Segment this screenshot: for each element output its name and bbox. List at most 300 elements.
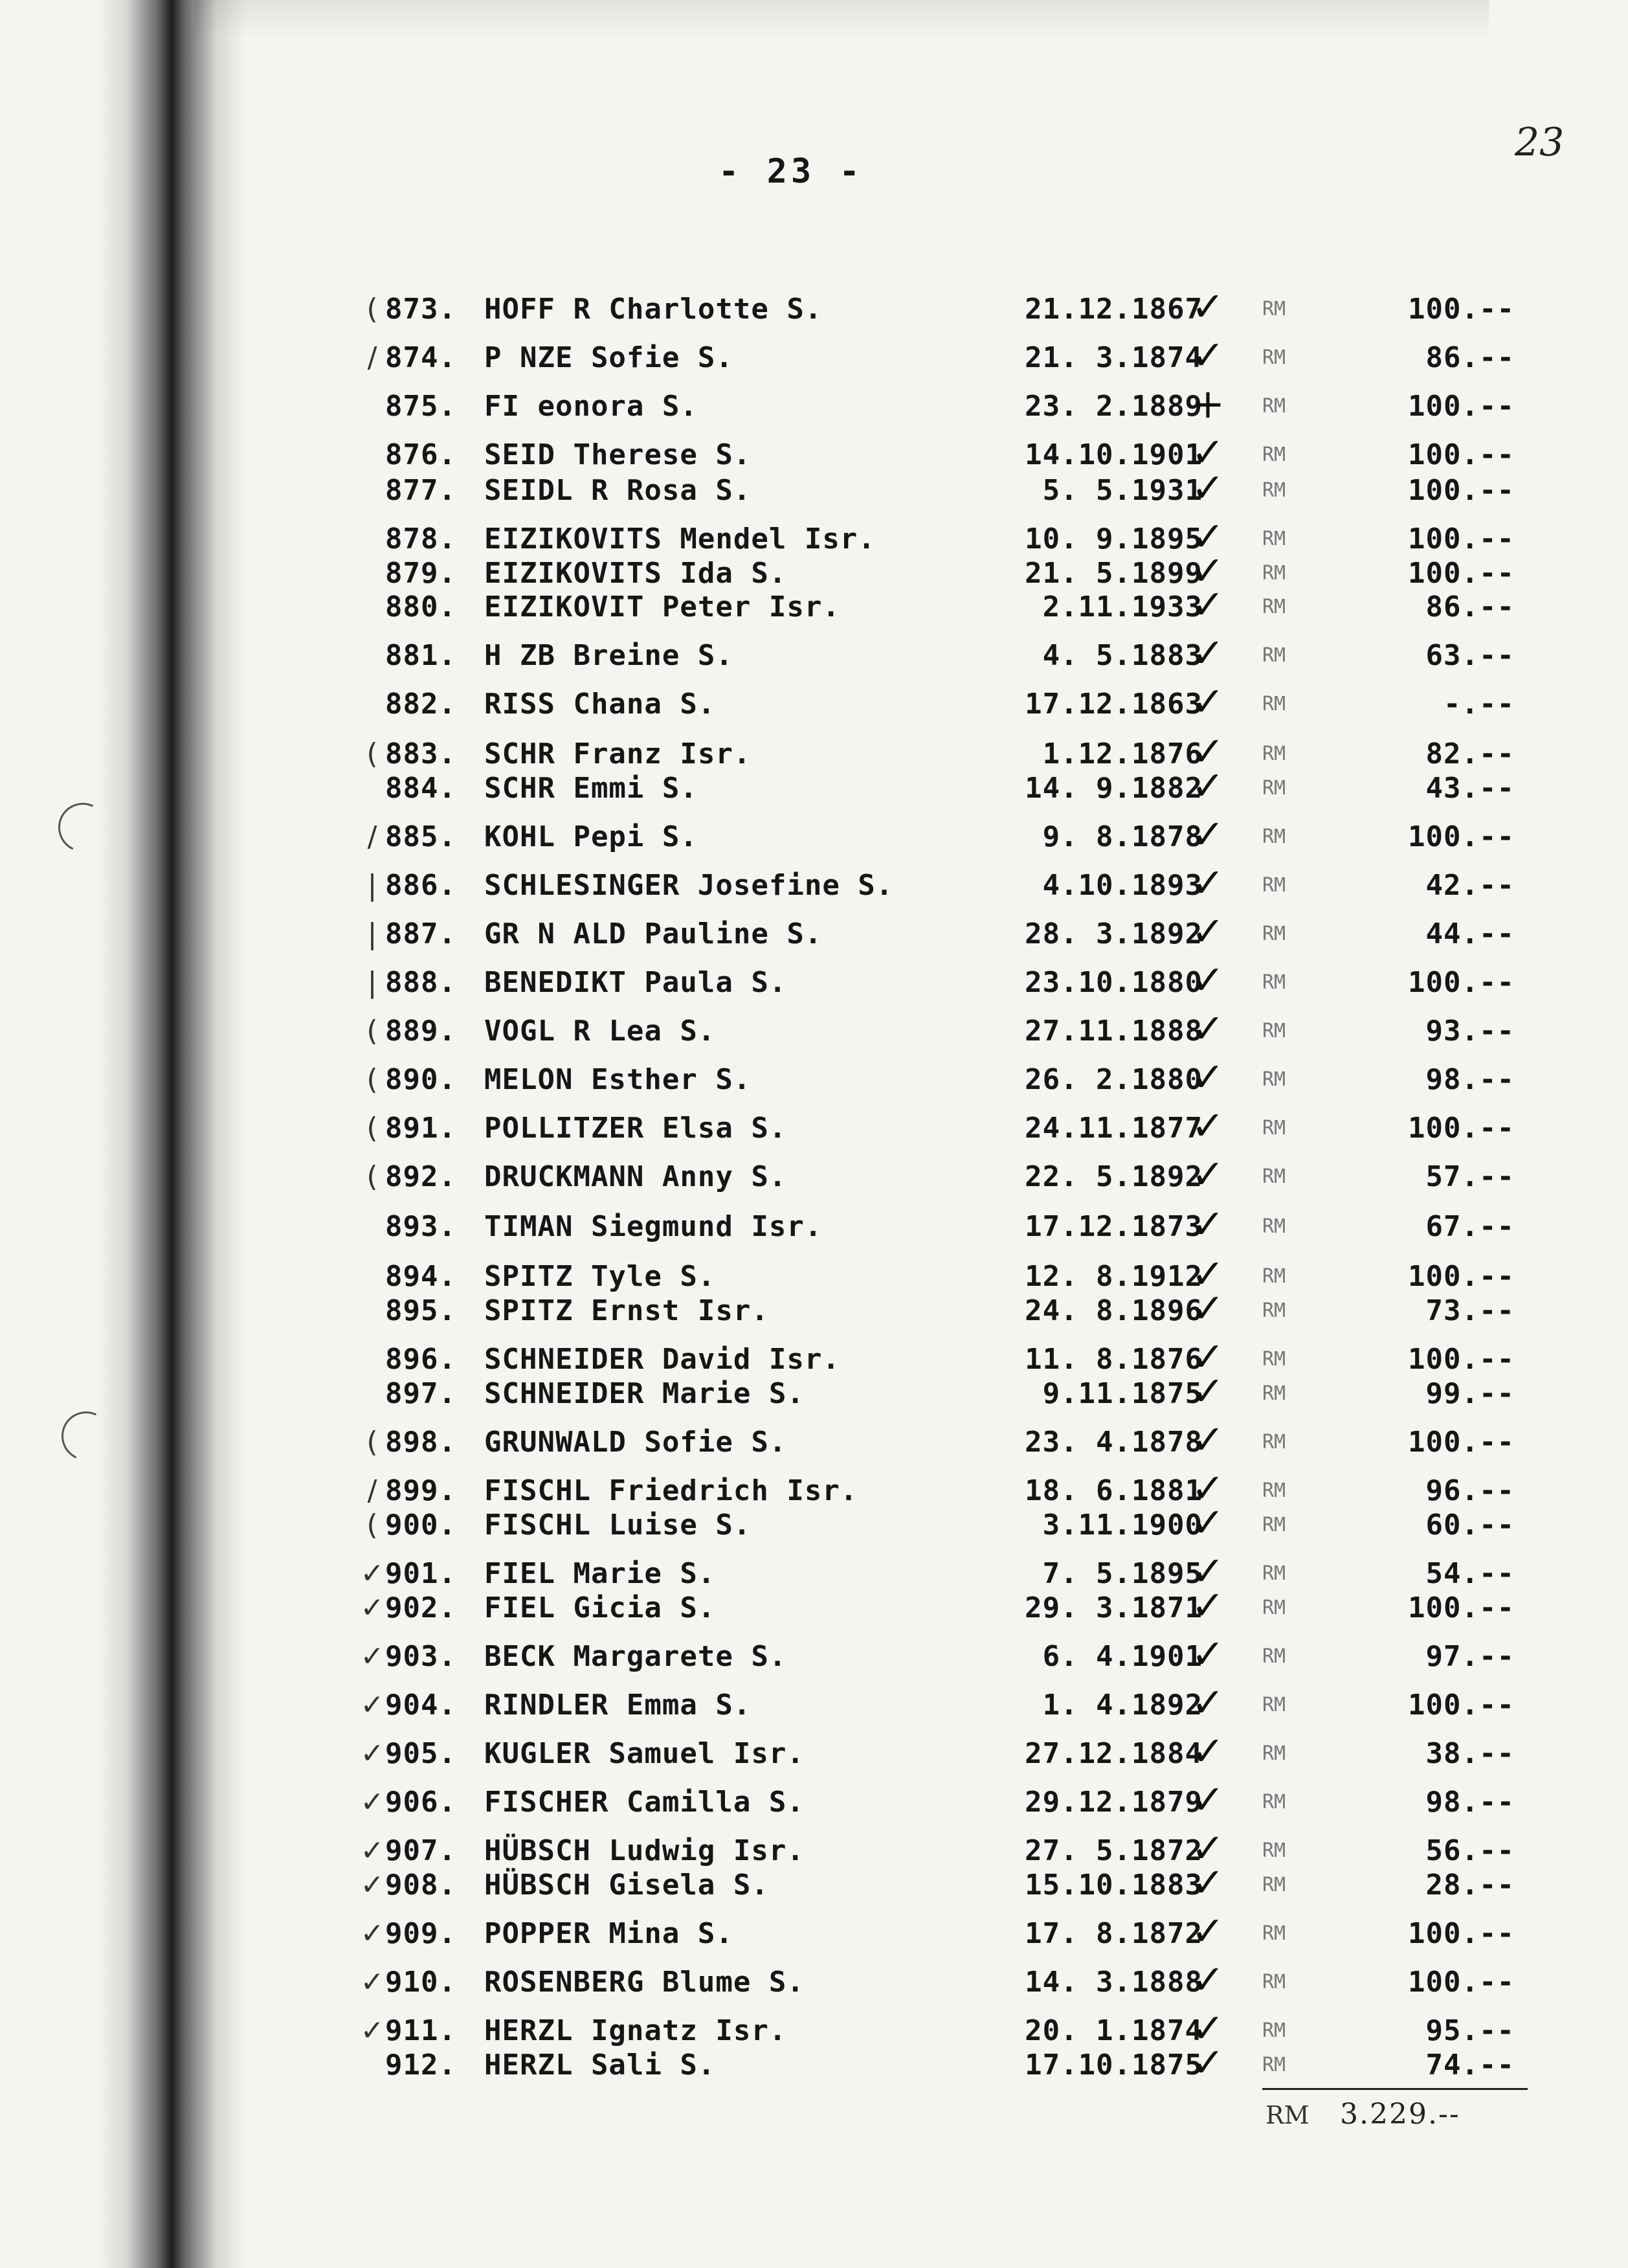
- row-amount: 97.--: [1425, 1640, 1515, 1673]
- table-row: [0, 1630, 1628, 1678]
- table-row: [0, 331, 1628, 379]
- row-name: SPITZ Ernst Isr.: [484, 1294, 769, 1327]
- total-currency: RM: [1266, 2101, 1310, 2129]
- table-row: [0, 1250, 1628, 1297]
- row-number: 903.: [385, 1640, 456, 1673]
- table-row: [0, 956, 1628, 1004]
- row-check: ✓: [1191, 678, 1225, 725]
- row-amount: 100.--: [1408, 474, 1515, 507]
- row-name: RINDLER Emma S.: [484, 1689, 752, 1722]
- row-date: 10. 9.1895: [1025, 522, 1203, 556]
- row-date: 14. 3.1888: [1025, 1966, 1203, 1999]
- row-amount: 42.--: [1425, 869, 1515, 902]
- row-check: ✓: [1191, 1285, 1225, 1332]
- row-date: 21. 5.1899: [1025, 557, 1203, 590]
- table-row: [0, 859, 1628, 906]
- row-name: TIMAN Siegmund Isr.: [484, 1210, 823, 1243]
- row-mark: (: [366, 737, 378, 770]
- total-amount: 3.229.--: [1340, 2098, 1460, 2131]
- row-check: ✓: [1191, 1727, 1225, 1775]
- row-currency: RM: [1262, 1874, 1286, 1896]
- row-date: 27. 5.1872: [1025, 1834, 1203, 1867]
- row-amount: 63.--: [1425, 639, 1515, 672]
- row-currency: RM: [1262, 1020, 1286, 1042]
- row-name: SCHR Franz Isr.: [484, 737, 752, 770]
- row-amount: 100.--: [1408, 293, 1515, 326]
- row-amount: 96.--: [1425, 1474, 1515, 1507]
- row-number: 901.: [385, 1557, 456, 1590]
- row-check: ✓: [1191, 1547, 1225, 1595]
- row-currency: RM: [1262, 1215, 1286, 1238]
- row-number: 887.: [385, 917, 456, 950]
- table-row: [0, 1416, 1628, 1463]
- row-amount: 56.--: [1425, 1834, 1515, 1867]
- row-number: 905.: [385, 1737, 456, 1770]
- row-mark: (: [366, 1160, 378, 1193]
- table-row: [0, 762, 1628, 809]
- row-currency: RM: [1262, 1117, 1286, 1140]
- row-number: 902.: [385, 1591, 456, 1624]
- row-number: 898.: [385, 1426, 456, 1459]
- row-date: 23. 4.1878: [1025, 1426, 1203, 1459]
- row-name: GRUNWALD Sofie S.: [484, 1426, 787, 1459]
- table-row: [0, 1285, 1628, 1332]
- row-name: FISCHL Luise S.: [484, 1509, 752, 1542]
- row-amount: 100.--: [1408, 1591, 1515, 1624]
- row-number: 879.: [385, 557, 456, 590]
- row-amount: 82.--: [1425, 737, 1515, 770]
- row-check: ✓: [1191, 1679, 1225, 1726]
- row-amount: 99.--: [1425, 1377, 1515, 1410]
- row-check: ✓: [1191, 1416, 1225, 1463]
- page-number: - 23 -: [719, 152, 864, 191]
- row-mark: /: [367, 1474, 377, 1507]
- row-mark: ✓: [360, 1737, 385, 1770]
- row-amount: 100.--: [1408, 1343, 1515, 1376]
- row-currency: RM: [1262, 479, 1286, 502]
- table-row: [0, 283, 1628, 330]
- row-name: SCHLESINGER Josefine S.: [484, 869, 894, 902]
- row-date: 23. 2.1889: [1025, 390, 1203, 423]
- row-currency: RM: [1262, 1645, 1286, 1668]
- row-name: P NZE Sofie S.: [484, 341, 733, 374]
- table-row: [0, 1825, 1628, 1872]
- row-check: ✓: [1191, 547, 1225, 594]
- row-currency: RM: [1262, 2019, 1286, 2042]
- row-number: 874.: [385, 341, 456, 374]
- row-check: ✓: [1191, 1005, 1225, 1052]
- row-check: ✓: [1191, 1053, 1225, 1101]
- row-date: 7. 5.1895: [1042, 1557, 1203, 1590]
- row-date: 14.10.1901: [1025, 438, 1203, 471]
- row-mark: (: [366, 1063, 378, 1096]
- row-date: 9.11.1875: [1042, 1377, 1203, 1410]
- row-mark: ✓: [360, 1640, 385, 1673]
- row-name: FI eonora S.: [484, 390, 698, 423]
- row-check: ✓: [1191, 1582, 1225, 1629]
- row-name: SEIDL R Rosa S.: [484, 474, 752, 507]
- row-name: KOHL Pepi S.: [484, 820, 698, 853]
- row-number: 876.: [385, 438, 456, 471]
- row-currency: RM: [1262, 1694, 1286, 1716]
- row-amount: 100.--: [1408, 1426, 1515, 1459]
- row-check: ✓: [1191, 283, 1225, 330]
- row-date: 27.12.1884: [1025, 1737, 1203, 1770]
- table-row: [0, 1333, 1628, 1380]
- row-check: ✓: [1191, 581, 1225, 628]
- row-name: GR N ALD Pauline S.: [484, 917, 823, 950]
- row-date: 20. 1.1874: [1025, 2014, 1203, 2047]
- row-currency: RM: [1262, 644, 1286, 667]
- row-date: 21. 3.1874: [1025, 341, 1203, 374]
- table-row: [0, 1367, 1628, 1415]
- row-name: FIEL Gicia S.: [484, 1591, 716, 1624]
- row-number: 911.: [385, 2014, 456, 2047]
- row-currency: RM: [1262, 443, 1286, 466]
- table-row: [0, 629, 1628, 677]
- row-name: MELON Esther S.: [484, 1063, 752, 1096]
- row-amount: 86.--: [1425, 341, 1515, 374]
- table-row: [0, 1499, 1628, 1546]
- row-number: 908.: [385, 1869, 456, 1902]
- row-amount: 100.--: [1408, 390, 1515, 423]
- row-check: +: [1191, 380, 1225, 427]
- row-date: 4. 5.1883: [1042, 639, 1203, 672]
- row-currency: RM: [1262, 298, 1286, 320]
- row-mark: ✓: [360, 1689, 385, 1722]
- table-row: [0, 1005, 1628, 1052]
- row-amount: 74.--: [1425, 2049, 1515, 2082]
- row-mark: ✓: [360, 1869, 385, 1902]
- row-check: ✓: [1191, 1825, 1225, 1872]
- row-number: 896.: [385, 1343, 456, 1376]
- row-check: ✓: [1191, 1200, 1225, 1248]
- row-amount: 100.--: [1408, 1917, 1515, 1950]
- row-mark: ✓: [360, 1591, 385, 1624]
- row-currency: RM: [1262, 1165, 1286, 1188]
- row-name: SCHNEIDER Marie S.: [484, 1377, 805, 1410]
- row-name: FIEL Marie S.: [484, 1557, 716, 1590]
- row-check: ✓: [1191, 1151, 1225, 1198]
- row-number: 893.: [385, 1210, 456, 1243]
- table-row: [0, 908, 1628, 955]
- row-name: KUGLER Samuel Isr.: [484, 1737, 805, 1770]
- row-currency: RM: [1262, 971, 1286, 994]
- row-check: ✓: [1191, 1907, 1225, 1955]
- row-mark: /: [367, 341, 377, 374]
- row-name: SEID Therese S.: [484, 438, 752, 471]
- row-amount: 100.--: [1408, 1966, 1515, 1999]
- row-mark: |: [367, 917, 377, 950]
- row-currency: RM: [1262, 1922, 1286, 1945]
- row-name: HÜBSCH Ludwig Isr.: [484, 1834, 805, 1867]
- row-date: 1.12.1876: [1042, 737, 1203, 770]
- row-number: 882.: [385, 688, 456, 721]
- table-row: [0, 1956, 1628, 2003]
- row-number: 878.: [385, 522, 456, 556]
- row-name: BECK Margarete S.: [484, 1640, 787, 1673]
- row-currency: RM: [1262, 395, 1286, 418]
- row-check: ✓: [1191, 1250, 1225, 1297]
- row-number: 886.: [385, 869, 456, 902]
- row-currency: RM: [1262, 693, 1286, 715]
- table-row: [0, 1776, 1628, 1823]
- row-currency: RM: [1262, 346, 1286, 369]
- row-date: 17.10.1875: [1025, 2049, 1203, 2082]
- row-name: DRUCKMANN Anny S.: [484, 1160, 787, 1193]
- row-number: 895.: [385, 1294, 456, 1327]
- row-date: 1. 4.1892: [1042, 1689, 1203, 1722]
- row-check: ✓: [1191, 513, 1225, 560]
- row-number: 894.: [385, 1260, 456, 1293]
- table-row: [0, 1053, 1628, 1101]
- row-date: 17. 8.1872: [1025, 1917, 1203, 1950]
- table-row: [0, 547, 1628, 594]
- row-amount: 100.--: [1408, 1112, 1515, 1145]
- table-row: [0, 811, 1628, 858]
- row-number: 884.: [385, 772, 456, 805]
- row-date: 29. 3.1871: [1025, 1591, 1203, 1624]
- row-amount: 57.--: [1425, 1160, 1515, 1193]
- row-check: ✓: [1191, 2039, 1225, 2086]
- row-mark: (: [366, 1426, 378, 1459]
- row-name: EIZIKOVIT Peter Isr.: [484, 590, 840, 623]
- row-number: 873.: [385, 293, 456, 326]
- row-date: 15.10.1883: [1025, 1869, 1203, 1902]
- row-number: 909.: [385, 1917, 456, 1950]
- row-currency: RM: [1262, 1479, 1286, 1502]
- table-row: [0, 513, 1628, 560]
- row-check: ✓: [1191, 2004, 1225, 2052]
- row-name: HERZL Ignatz Isr.: [484, 2014, 787, 2047]
- row-date: 14. 9.1882: [1025, 772, 1203, 805]
- row-amount: 100.--: [1408, 1260, 1515, 1293]
- row-date: 28. 3.1892: [1025, 917, 1203, 950]
- row-mark: ✓: [360, 2014, 385, 2047]
- row-name: SCHNEIDER David Isr.: [484, 1343, 840, 1376]
- row-date: 21.12.1867: [1025, 293, 1203, 326]
- row-amount: 98.--: [1425, 1063, 1515, 1096]
- row-currency: RM: [1262, 743, 1286, 765]
- table-row: [0, 1151, 1628, 1198]
- table-row: [0, 1679, 1628, 1726]
- row-name: VOGL R Lea S.: [484, 1015, 716, 1048]
- row-number: 890.: [385, 1063, 456, 1096]
- row-name: SPITZ Tyle S.: [484, 1260, 716, 1293]
- table-row: [0, 678, 1628, 725]
- row-currency: RM: [1262, 1597, 1286, 1619]
- row-date: 3.11.1900: [1042, 1509, 1203, 1542]
- row-mark: ✓: [360, 1917, 385, 1950]
- row-amount: 100.--: [1408, 557, 1515, 590]
- row-number: 900.: [385, 1509, 456, 1542]
- row-number: 899.: [385, 1474, 456, 1507]
- row-number: 883.: [385, 737, 456, 770]
- row-date: 29.12.1879: [1025, 1786, 1203, 1819]
- row-check: ✓: [1191, 1499, 1225, 1546]
- row-number: 889.: [385, 1015, 456, 1048]
- row-name: FISCHER Camilla S.: [484, 1786, 805, 1819]
- row-mark: |: [367, 869, 377, 902]
- table-row: [0, 1727, 1628, 1775]
- row-currency: RM: [1262, 1431, 1286, 1454]
- row-amount: 100.--: [1408, 820, 1515, 853]
- row-number: 880.: [385, 590, 456, 623]
- row-name: RISS Chana S.: [484, 688, 716, 721]
- row-currency: RM: [1262, 2054, 1286, 2076]
- row-currency: RM: [1262, 1265, 1286, 1288]
- row-currency: RM: [1262, 1348, 1286, 1371]
- row-number: 885.: [385, 820, 456, 853]
- table-row: [0, 1547, 1628, 1595]
- row-mark: ✓: [360, 1834, 385, 1867]
- row-check: ✓: [1191, 1630, 1225, 1678]
- row-number: 888.: [385, 966, 456, 999]
- row-number: 912.: [385, 2049, 456, 2082]
- row-number: 877.: [385, 474, 456, 507]
- row-date: 9. 8.1878: [1042, 820, 1203, 853]
- row-check: ✓: [1191, 1956, 1225, 2003]
- row-check: ✓: [1191, 1102, 1225, 1149]
- row-date: 26. 2.1880: [1025, 1063, 1203, 1096]
- row-currency: RM: [1262, 1971, 1286, 1993]
- row-amount: 73.--: [1425, 1294, 1515, 1327]
- row-currency: RM: [1262, 1839, 1286, 1862]
- table-row: [0, 1102, 1628, 1149]
- row-mark: ✓: [360, 1557, 385, 1590]
- row-number: 881.: [385, 639, 456, 672]
- row-name: EIZIKOVITS Mendel Isr.: [484, 522, 876, 556]
- row-mark: (: [366, 1509, 378, 1542]
- row-name: FISCHL Friedrich Isr.: [484, 1474, 858, 1507]
- table-row: [0, 1859, 1628, 1906]
- row-number: 910.: [385, 1966, 456, 1999]
- row-check: ✓: [1191, 1367, 1225, 1415]
- handwritten-page-number: 23: [1515, 120, 1565, 165]
- row-date: 5. 5.1931: [1042, 474, 1203, 507]
- row-mark: /: [367, 820, 377, 853]
- row-mark: (: [366, 1015, 378, 1048]
- row-name: ROSENBERG Blume S.: [484, 1966, 805, 1999]
- row-date: 27.11.1888: [1025, 1015, 1203, 1048]
- row-date: 23.10.1880: [1025, 966, 1203, 999]
- row-amount: 38.--: [1425, 1737, 1515, 1770]
- row-currency: RM: [1262, 596, 1286, 618]
- row-date: 17.12.1873: [1025, 1210, 1203, 1243]
- row-currency: RM: [1262, 874, 1286, 897]
- row-number: 904.: [385, 1689, 456, 1722]
- row-currency: RM: [1262, 528, 1286, 550]
- row-currency: RM: [1262, 1562, 1286, 1585]
- total-underline: [1262, 2088, 1528, 2090]
- table-row: [0, 1200, 1628, 1248]
- row-currency: RM: [1262, 777, 1286, 800]
- row-currency: RM: [1262, 1791, 1286, 1813]
- row-currency: RM: [1262, 923, 1286, 945]
- row-mark: (: [366, 293, 378, 326]
- row-name: BENEDIKT Paula S.: [484, 966, 787, 999]
- row-check: ✓: [1191, 1859, 1225, 1906]
- row-currency: RM: [1262, 1514, 1286, 1536]
- row-name: EIZIKOVITS Ida S.: [484, 557, 787, 590]
- row-date: 11. 8.1876: [1025, 1343, 1203, 1376]
- row-check: ✓: [1191, 331, 1225, 379]
- row-amount: 44.--: [1425, 917, 1515, 950]
- table-row: [0, 429, 1628, 476]
- row-amount: 67.--: [1425, 1210, 1515, 1243]
- row-number: 875.: [385, 390, 456, 423]
- row-check: ✓: [1191, 811, 1225, 858]
- row-amount: 98.--: [1425, 1786, 1515, 1819]
- row-date: 4.10.1893: [1042, 869, 1203, 902]
- row-number: 892.: [385, 1160, 456, 1193]
- row-amount: -.--: [1444, 688, 1515, 721]
- row-currency: RM: [1262, 1068, 1286, 1091]
- row-check: ✓: [1191, 1776, 1225, 1823]
- table-row: [0, 1465, 1628, 1512]
- row-date: 12. 8.1912: [1025, 1260, 1203, 1293]
- table-row: [0, 464, 1628, 511]
- row-mark: ✓: [360, 1786, 385, 1819]
- row-amount: 54.--: [1425, 1557, 1515, 1590]
- row-amount: 100.--: [1408, 1689, 1515, 1722]
- row-amount: 28.--: [1425, 1869, 1515, 1902]
- row-currency: RM: [1262, 1299, 1286, 1322]
- row-check: ✓: [1191, 629, 1225, 677]
- row-mark: (: [366, 1112, 378, 1145]
- row-date: 22. 5.1892: [1025, 1160, 1203, 1193]
- row-currency: RM: [1262, 825, 1286, 848]
- row-name: POLLITZER Elsa S.: [484, 1112, 787, 1145]
- row-amount: 100.--: [1408, 438, 1515, 471]
- row-check: ✓: [1191, 728, 1225, 775]
- row-mark: |: [367, 966, 377, 999]
- row-amount: 95.--: [1425, 2014, 1515, 2047]
- row-name: SCHR Emmi S.: [484, 772, 698, 805]
- row-date: 17.12.1863: [1025, 688, 1203, 721]
- table-row: [0, 2004, 1628, 2052]
- row-currency: RM: [1262, 562, 1286, 585]
- table-row: [0, 2039, 1628, 2086]
- row-date: 2.11.1933: [1042, 590, 1203, 623]
- row-date: 6. 4.1901: [1042, 1640, 1203, 1673]
- row-number: 907.: [385, 1834, 456, 1867]
- row-number: 891.: [385, 1112, 456, 1145]
- table-row: [0, 1907, 1628, 1955]
- row-check: ✓: [1191, 956, 1225, 1004]
- row-check: ✓: [1191, 429, 1225, 476]
- row-check: ✓: [1191, 762, 1225, 809]
- row-amount: 100.--: [1408, 522, 1515, 556]
- row-number: 897.: [385, 1377, 456, 1410]
- row-amount: 43.--: [1425, 772, 1515, 805]
- row-amount: 86.--: [1425, 590, 1515, 623]
- row-name: HERZL Sali S.: [484, 2049, 716, 2082]
- row-name: HÜBSCH Gisela S.: [484, 1869, 769, 1902]
- table-row: [0, 1582, 1628, 1629]
- row-date: 24. 8.1896: [1025, 1294, 1203, 1327]
- table-row: [0, 581, 1628, 628]
- row-currency: RM: [1262, 1742, 1286, 1765]
- row-check: ✓: [1191, 859, 1225, 906]
- row-mark: ✓: [360, 1966, 385, 1999]
- row-date: 18. 6.1881: [1025, 1474, 1203, 1507]
- row-check: ✓: [1191, 908, 1225, 955]
- row-name: HOFF R Charlotte S.: [484, 293, 823, 326]
- row-name: H ZB Breine S.: [484, 639, 733, 672]
- row-check: ✓: [1191, 1333, 1225, 1380]
- row-name: POPPER Mina S.: [484, 1917, 733, 1950]
